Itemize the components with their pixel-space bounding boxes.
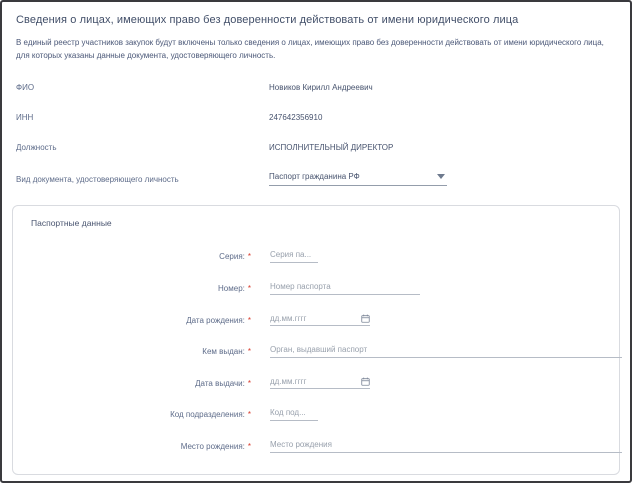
calendar-icon[interactable] — [361, 377, 370, 386]
issue-date-input[interactable] — [270, 377, 357, 386]
inn-label: ИНН — [16, 113, 34, 122]
row-birth-place — [31, 440, 601, 453]
passport-data-section — [12, 205, 620, 475]
birth-date-input[interactable] — [270, 314, 357, 323]
series-input[interactable] — [270, 250, 318, 263]
required-marker: * — [247, 347, 251, 356]
row-issued-by — [31, 345, 601, 358]
birth-place-input[interactable] — [270, 440, 622, 453]
birth-place-label: Место рождения: * — [180, 442, 251, 451]
fio-value: Новиков Кирилл Андреевич — [269, 83, 373, 92]
row-number — [31, 282, 601, 295]
inn-value: 247642356910 — [269, 113, 323, 122]
birth-date-label: Дата рождения: * — [186, 315, 251, 325]
row-series — [31, 250, 601, 263]
calendar-icon[interactable] — [361, 314, 370, 323]
required-marker: * — [247, 378, 251, 388]
required-marker: * — [247, 252, 251, 261]
row-issue-date — [31, 377, 601, 389]
issued-by-input[interactable] — [270, 345, 622, 358]
division-code-label: Код подразделения: * — [170, 410, 251, 419]
row-birth-date — [31, 314, 601, 326]
fio-label: ФИО — [16, 83, 35, 92]
birth-date-field — [270, 314, 370, 326]
issued-by-label: Кем выдан: * — [202, 347, 251, 356]
row-division-code — [31, 408, 601, 421]
page-title: Сведения о лицах, имеющих право без доверенности действовать от имени юридического лица — [16, 14, 519, 26]
number-label: Номер: * — [218, 284, 251, 293]
series-label: Серия: * — [219, 252, 251, 261]
row-inn — [16, 112, 616, 123]
division-code-input[interactable] — [270, 408, 318, 421]
chevron-down-icon — [437, 174, 445, 179]
position-label: Должность — [16, 143, 57, 152]
doc-type-select[interactable] — [269, 172, 447, 186]
required-marker: * — [247, 284, 251, 293]
required-marker: * — [247, 410, 251, 419]
required-marker: * — [247, 442, 251, 451]
page-description: В единый реестр участников закупок будут включены только сведения о лицах, имеющих право без доверенности действовать от имени юридического лица, для которых указаны данные документа, удостоверяющего личность. — [16, 38, 604, 60]
required-marker: * — [247, 315, 251, 325]
doc-type-selected-value: Паспорт гражданина РФ — [269, 172, 360, 181]
position-value: ИСПОЛНИТЕЛЬНЫЙ ДИРЕКТОР — [269, 143, 394, 152]
passport-section-title: Паспортные данные — [31, 218, 112, 228]
row-fio — [16, 82, 616, 93]
issue-date-label: Дата выдачи: * — [195, 378, 251, 388]
row-doc-type — [16, 172, 616, 186]
doc-type-label: Вид документа, удостоверяющего личность — [16, 174, 179, 184]
issue-date-field — [270, 377, 370, 389]
number-input[interactable] — [270, 282, 420, 295]
row-position — [16, 142, 616, 153]
